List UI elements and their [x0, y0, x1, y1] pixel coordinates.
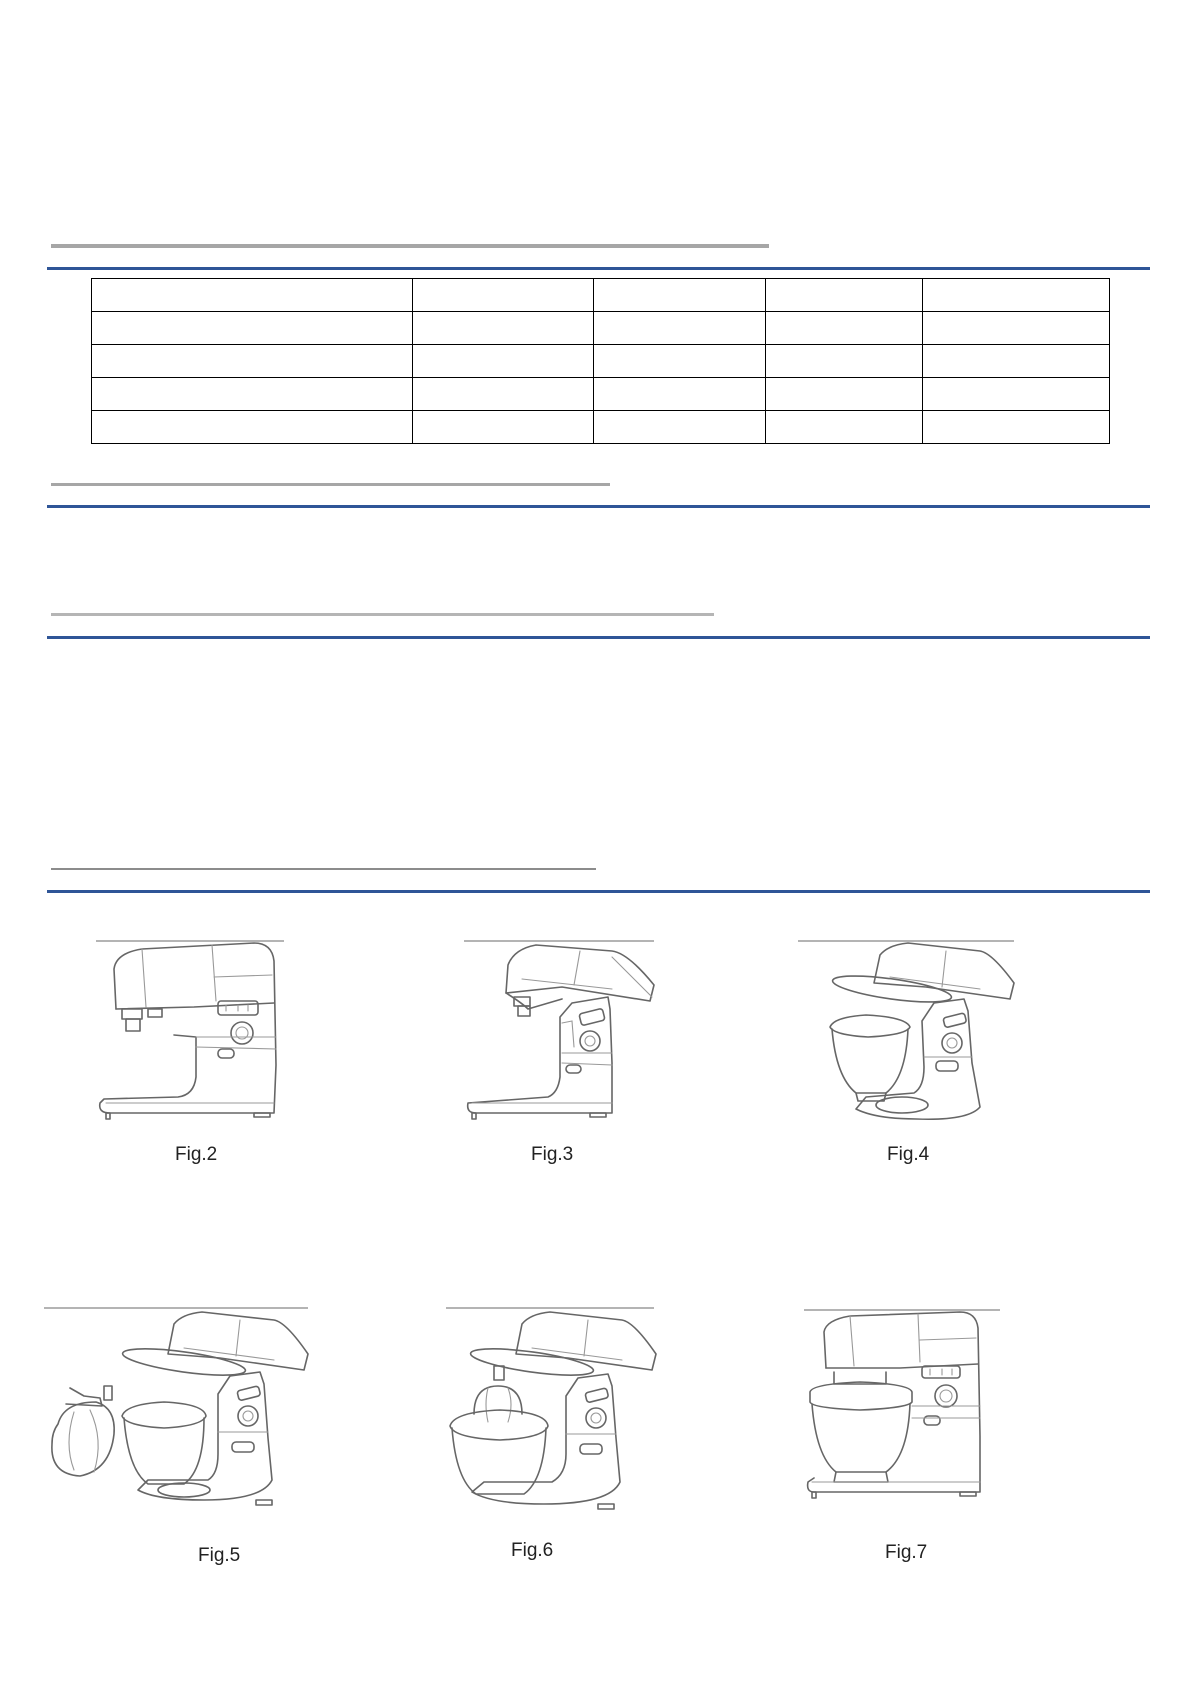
table-cell [413, 312, 594, 345]
figure-4 [796, 937, 1016, 1127]
table-cell [594, 312, 766, 345]
figure-7-label: Fig.7 [885, 1542, 928, 1563]
mixer-ready-icon [800, 1306, 1010, 1506]
table-cell [92, 345, 413, 378]
table-cell [923, 312, 1110, 345]
section-rule-4 [47, 890, 1150, 893]
table-cell [413, 411, 594, 444]
table-row [92, 345, 1110, 378]
table-cell [92, 312, 413, 345]
section-heading-rule-4 [51, 868, 596, 870]
table-cell [594, 378, 766, 411]
table-cell [413, 378, 594, 411]
figure-5-label: Fig.5 [198, 1545, 241, 1566]
table-row [92, 411, 1110, 444]
mixer-head-down-icon [94, 937, 294, 1127]
table-cell [92, 279, 413, 312]
figure-2 [94, 937, 294, 1127]
section-heading-rule-2 [51, 483, 610, 486]
table-cell [766, 411, 923, 444]
section-heading-rule-1 [51, 244, 769, 248]
table-cell [766, 378, 923, 411]
mixer-head-tilted-icon [462, 937, 662, 1127]
figure-3 [462, 937, 662, 1127]
table-cell [92, 378, 413, 411]
mixer-bowl-removed-icon [796, 937, 1016, 1127]
table-cell [413, 279, 594, 312]
table-cell [766, 345, 923, 378]
spec-table [91, 278, 1110, 444]
figure-5 [44, 1304, 314, 1524]
figure-6 [444, 1304, 664, 1524]
table-cell [923, 345, 1110, 378]
table-cell [594, 345, 766, 378]
figure-2-label: Fig.2 [175, 1144, 218, 1165]
table-cell [923, 378, 1110, 411]
figure-7 [800, 1306, 1010, 1506]
table-cell [923, 279, 1110, 312]
figure-3-label: Fig.3 [531, 1144, 574, 1165]
table-cell [594, 411, 766, 444]
table-row [92, 378, 1110, 411]
section-rule-3 [47, 636, 1150, 639]
section-rule-2 [47, 505, 1150, 508]
table-row [92, 279, 1110, 312]
table-cell [594, 279, 766, 312]
table-cell [766, 312, 923, 345]
section-rule-1 [47, 267, 1150, 270]
table-cell [766, 279, 923, 312]
table-cell [923, 411, 1110, 444]
mixer-attach-tool-icon [44, 1304, 314, 1524]
section-heading-rule-3 [51, 613, 714, 616]
table-cell [413, 345, 594, 378]
table-cell [92, 411, 413, 444]
mixer-tool-attached-icon [444, 1304, 664, 1524]
figure-4-label: Fig.4 [887, 1144, 930, 1165]
figure-6-label: Fig.6 [511, 1540, 554, 1561]
table-row [92, 312, 1110, 345]
